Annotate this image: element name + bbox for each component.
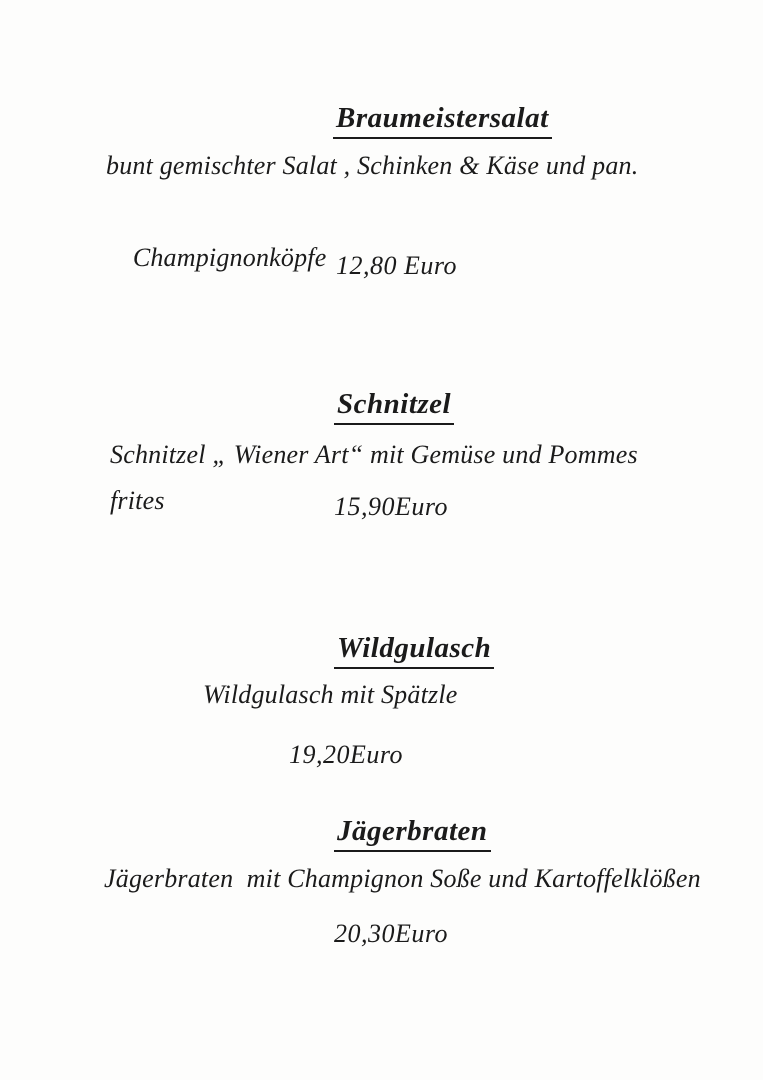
menu-item-price-braumeistersalat: 12,80 Euro: [336, 251, 458, 280]
menu-item-title-text: Braumeistersalat: [333, 103, 552, 139]
description-line: Wildgulasch mit Spätzle: [203, 680, 458, 709]
menu-item-title-text: Wildgulasch: [334, 633, 494, 669]
description-line: Jägerbraten mit Champignon Soße und Kartoffelklößen: [104, 864, 701, 893]
description-line: bunt gemischter Salat , Schinken & Käse und pan.: [106, 151, 639, 180]
menu-item-price-wildgulasch: 19,20Euro: [289, 740, 404, 769]
description-line: Champignonköpfe: [132, 243, 327, 272]
menu-item-price-jaegerbraten: 20,30Euro: [334, 919, 449, 948]
menu-item-title-wildgulasch: [334, 633, 494, 669]
menu-item-title-text: Schnitzel: [334, 389, 454, 425]
menu-item-description-jaegerbraten: [104, 856, 704, 902]
menu-item-title-text: Jägerbraten: [334, 816, 491, 852]
menu-item-description-wildgulasch: [203, 672, 623, 718]
menu-item-title-braumeistersalat: [333, 103, 552, 139]
description-line: Schnitzel „ Wiener Art“ mit Gemüse und Pommes frites: [110, 440, 645, 515]
menu-item-price-schnitzel: 15,90Euro: [334, 492, 449, 521]
menu-item-title-schnitzel: [334, 389, 454, 425]
menu-item-title-jaegerbraten: [334, 816, 491, 852]
